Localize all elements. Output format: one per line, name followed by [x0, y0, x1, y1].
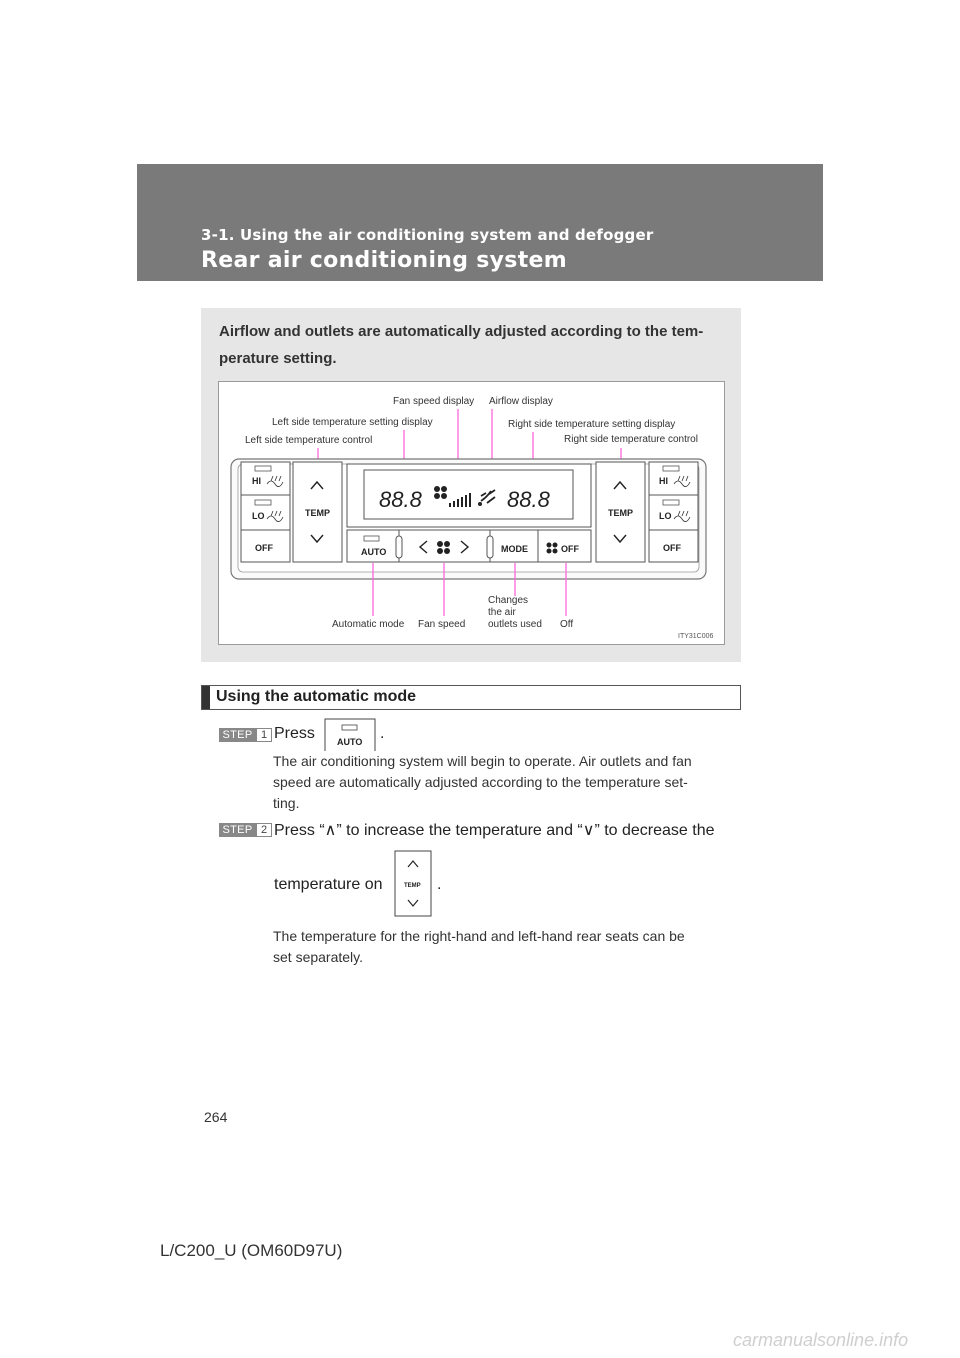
label-fan-speed: Fan speed: [418, 619, 466, 630]
step-1-period: .: [380, 725, 385, 742]
control-panel-diagram: [218, 381, 725, 645]
label-left-temp-control: Left side temperature control: [245, 435, 373, 446]
step-1-badge-word: STEP: [219, 728, 256, 742]
watermark: carmanualsonline.info: [733, 1330, 909, 1350]
fan-off-button[interactable]: OFF: [561, 544, 579, 554]
step-2-badge-number: 2: [256, 823, 272, 837]
chapter-header: [137, 164, 823, 281]
intro-line-1: Airflow and outlets are automatically adjusted according to the tem-: [219, 323, 704, 340]
right-heater-off-button[interactable]: OFF: [663, 543, 681, 553]
label-changes-line-2: the air: [488, 607, 516, 618]
inline-auto-button-icon: [324, 718, 376, 751]
left-fan-slider-cap: [396, 536, 402, 558]
label-changes-line-1: Changes: [488, 595, 529, 606]
left-temp-display: 88.8: [379, 487, 422, 512]
label-off: Off: [560, 619, 574, 630]
step-2-period: .: [437, 876, 442, 893]
page-title: Rear air conditioning system: [201, 248, 567, 273]
inline-auto-label: AUTO: [337, 737, 363, 747]
label-changes-line-3: outlets used: [488, 619, 542, 630]
diagram-code: ITY31C006: [678, 633, 714, 640]
step-1-badge-number: 1: [256, 728, 272, 742]
left-hi-button[interactable]: HI: [252, 476, 261, 486]
intro-box: [201, 308, 741, 662]
right-temp-label: TEMP: [608, 508, 634, 518]
page-number: 264: [204, 1109, 228, 1125]
left-heater-off-button[interactable]: OFF: [255, 543, 273, 553]
step-1-desc-line-3: ting.: [273, 795, 300, 811]
right-fan-slider-cap: [487, 536, 493, 558]
right-temp-display: 88.8: [507, 487, 550, 512]
control-panel-illustration: [219, 382, 724, 644]
section-accent: [202, 686, 210, 709]
auto-button[interactable]: AUTO: [361, 547, 387, 557]
right-hi-button[interactable]: HI: [659, 476, 668, 486]
step-1-desc-line-2: speed are automatically adjusted according to the temperature set-: [273, 774, 688, 790]
step-2-line-2: temperature on: [274, 876, 383, 893]
left-temp-label: TEMP: [305, 508, 331, 518]
left-lo-button[interactable]: LO: [252, 511, 265, 521]
label-fan-speed-display: Fan speed display: [393, 396, 475, 407]
step-1-desc-line-1: The air conditioning system will begin to operate. Air outlets and fan: [273, 753, 692, 769]
right-lo-button[interactable]: LO: [659, 511, 672, 521]
section-heading: Using the automatic mode: [216, 688, 417, 705]
mode-button[interactable]: MODE: [501, 544, 528, 554]
step-2-desc-line-2: set separately.: [273, 949, 364, 965]
step-2-desc-line-1: The temperature for the right-hand and left-hand rear seats can be: [273, 928, 685, 944]
footer-code: L/C200_U (OM60D97U): [160, 1241, 343, 1260]
inline-temp-label: TEMP: [404, 883, 421, 889]
label-automatic-mode: Automatic mode: [332, 619, 405, 630]
step-2-badge-word: STEP: [219, 823, 256, 837]
step-2-line-1: Press “∧” to increase the temperature and “∨” to decrease the: [274, 822, 715, 839]
label-left-temp-setting-display: Left side temperature setting display: [272, 417, 433, 428]
label-airflow-display: Airflow display: [489, 396, 553, 407]
label-right-temp-control: Right side temperature control: [564, 434, 698, 445]
step-1-description: [273, 751, 736, 814]
inline-temp-button-icon: [394, 850, 432, 917]
step-1-press: Press: [274, 725, 315, 742]
label-right-temp-setting-display: Right side temperature setting display: [508, 419, 676, 430]
intro-line-2: perature setting.: [219, 350, 337, 367]
section-heading-bar: [201, 685, 741, 710]
step-2-description: [273, 926, 736, 968]
intro-text: [219, 318, 729, 372]
section-label: 3-1. Using the air conditioning system and defogger: [201, 226, 654, 244]
